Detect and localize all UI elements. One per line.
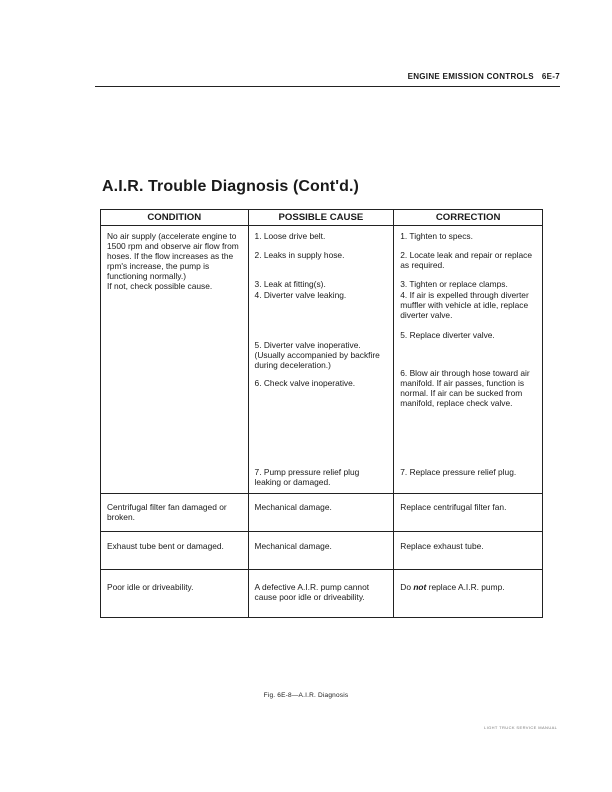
cause-item: Mechanical damage. [248,532,394,570]
condition-empty [101,463,249,494]
condition-item: Poor idle or driveability. [101,570,249,618]
cause-item: 5. Diverter valve inoperative. (Usually accompanied by backfire during deceleration.) [254,340,380,370]
footer-text: LIGHT TRUCK SERVICE MANUAL [484,725,558,730]
column-header-possible-cause: POSSIBLE CAUSE [248,210,394,226]
correction-text-pre: Do [400,582,414,592]
column-header-condition: CONDITION [101,210,249,226]
table-header-row [101,210,543,226]
table-row [101,570,543,618]
cause-item: 6. Check valve inoperative. [254,378,356,388]
section-title: ENGINE EMISSION CONTROLS [407,72,534,81]
page-title: A.I.R. Trouble Diagnosis (Cont'd.) [102,178,359,195]
correction-emphasis: not [413,582,427,592]
condition-no-air-supply: No air supply (accelerate engine to 1500 rpm and observe air flow from hoses. If the flow increases as the rpm's increase, the pump is functioning normally.) If not, check possible cause. [107,231,239,291]
cause-item: 2. Leaks in supply hose. [254,250,345,260]
page-header [0,72,560,81]
condition-item: Exhaust tube bent or damaged. [101,532,249,570]
correction-item: Replace exhaust tube. [394,532,543,570]
table-row [101,532,543,570]
header-rule [95,86,560,87]
table-row [101,463,543,494]
cause-item: Mechanical damage. [248,494,394,532]
figure-caption: Fig. 6E-8—A.I.R. Diagnosis [263,692,349,699]
correction-item: Replace centrifugal filter fan. [394,494,543,532]
correction-item: 4. If air is expelled through diverter muffler with vehicle at idle, replace diverter valve. [400,290,529,320]
correction-item: 7. Replace pressure relief plug. [394,463,543,494]
cause-item: A defective A.I.R. pump cannot cause poor idle or driveability. [248,570,394,618]
correction-item: 2. Locate leak and repair or replace as required. [400,250,533,270]
table-row [101,226,543,464]
correction-item: 3. Tighten or replace clamps. [400,279,508,289]
correction-item: 1. Tighten to specs. [400,231,473,241]
cause-item: 3. Leak at fitting(s). [254,279,326,289]
correction-item: 6. Blow air through hose toward air manifold. If air passes, function is normal. If air can be sucked from manifold, replace check valve. [400,368,530,408]
table-row [101,494,543,532]
condition-item: Centrifugal filter fan damaged or broken. [101,494,249,532]
correction-item [394,570,543,618]
cause-item: 1. Loose drive belt. [254,231,326,241]
page-number: 6E-7 [541,72,560,81]
diagnosis-table [100,209,543,618]
cause-item: 7. Pump pressure relief plug leaking or damaged. [248,463,394,494]
cause-item: 4. Diverter valve leaking. [254,290,347,300]
correction-text-post: replace A.I.R. pump. [426,582,505,592]
column-header-correction: CORRECTION [394,210,543,226]
correction-item: 5. Replace diverter valve. [400,330,495,340]
